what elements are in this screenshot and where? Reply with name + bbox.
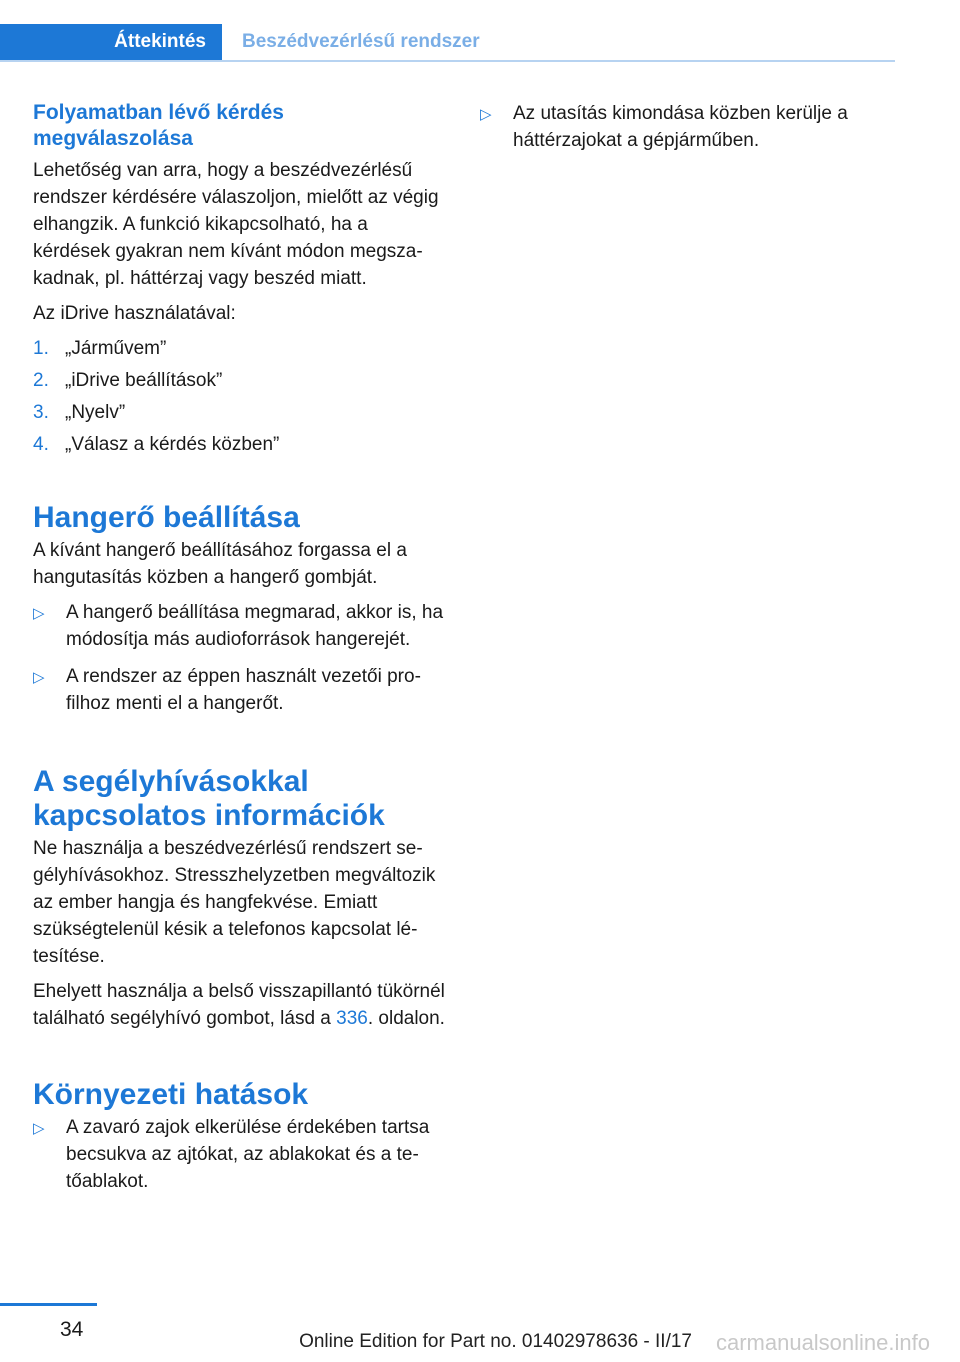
text-run: Ehelyett használja a belső visszapillantó tükörnél található segélyhívó gombot, lásd a — [33, 981, 445, 1029]
spacer — [33, 727, 445, 765]
paragraph: Az iDrive használatával: — [33, 303, 236, 324]
list-item — [33, 367, 445, 399]
page-number: 34 — [60, 1318, 84, 1341]
section-title-answer-question: Folyamatban lévő kérdés megválaszolása — [33, 101, 284, 150]
bullet-text: A rendszer az éppen használt vezetői profilhoz menti el a hangerőt. — [66, 666, 421, 714]
spacer — [33, 463, 445, 501]
step-number: 1. — [33, 338, 49, 359]
triangle-bullet-icon: ▷ — [480, 106, 492, 123]
bullet-list — [33, 1114, 445, 1195]
list-item — [33, 399, 445, 431]
bullet-list — [33, 599, 445, 717]
list-item — [33, 335, 445, 367]
text-run: . oldalon. — [367, 1008, 445, 1029]
footer-rule — [0, 1303, 97, 1306]
step-number: 2. — [33, 370, 49, 391]
list-item — [33, 599, 445, 653]
step-text: „Járművem” — [65, 338, 167, 359]
edition-text: Online Edition for Part no. 01402978636 - II/17 — [299, 1331, 692, 1352]
paragraph: Ne használja a beszédvezérlésű rendszert segélyhívásokhoz. Stresszhelyzetben megváltozik az ember hangja és hangfekvése. Emiatt szükségtelenül késik a telefonos kapcsolat létesítése. — [33, 838, 436, 967]
list-item — [480, 100, 900, 154]
section-title-environment: Környezeti hatások — [33, 1078, 309, 1111]
triangle-bullet-icon: ▷ — [33, 1120, 45, 1137]
list-item — [33, 663, 445, 717]
triangle-bullet-icon: ▷ — [33, 669, 45, 686]
left-column — [33, 100, 445, 1205]
step-text: „iDrive beállítások” — [65, 370, 223, 391]
bullet-text: A zavaró zajok elkerülése érdekében tartsa becsukva az ajtókat, az ablakokat és a tetőablakot. — [66, 1117, 430, 1192]
watermark: carmanualsonline.info — [715, 1330, 930, 1355]
steps-list — [33, 335, 445, 463]
tab-overview[interactable]: Áttekintés — [0, 24, 222, 60]
paragraph: A kívánt hangerő beállításához forgassa el a hangutasítás közben a hangerő gombját. — [33, 540, 407, 588]
bullet-list — [480, 100, 900, 154]
step-number: 4. — [33, 434, 49, 455]
paragraph — [33, 978, 445, 1032]
step-text: „Nyelv” — [65, 402, 126, 423]
right-column — [480, 100, 900, 164]
triangle-bullet-icon: ▷ — [33, 605, 45, 622]
step-number: 3. — [33, 402, 49, 423]
header-divider — [0, 60, 895, 62]
bullet-text: Az utasítás kimondása közben kerülje a háttérzajokat a gépjárműben. — [513, 103, 848, 151]
tab-voice-control[interactable]: Beszédvezérlésű rendszer — [242, 31, 480, 52]
section-title-emergency: A segélyhívásokkal kapcsolatos információk — [33, 765, 385, 832]
list-item — [33, 431, 445, 463]
step-text: „Válasz a kérdés közben” — [65, 434, 280, 455]
page-link[interactable]: 336 — [336, 1008, 368, 1029]
header-bar — [0, 0, 895, 62]
bullet-text: A hangerő beállítása megmarad, akkor is, ha módosítja más audioforrások hangerejét. — [66, 602, 444, 650]
list-item — [33, 1114, 445, 1195]
paragraph: Lehetőség van arra, hogy a beszédvezérlésű rendszer kérdésére válaszoljon, mielőtt az végig elhangzik. A funkció kikapcsolható, ha a kérdések gyakran nem kívánt módon megszakadnak, pl. háttérzaj vagy beszéd miatt. — [33, 160, 439, 289]
section-title-volume: Hangerő beállítása — [33, 501, 300, 534]
spacer — [33, 1040, 445, 1078]
